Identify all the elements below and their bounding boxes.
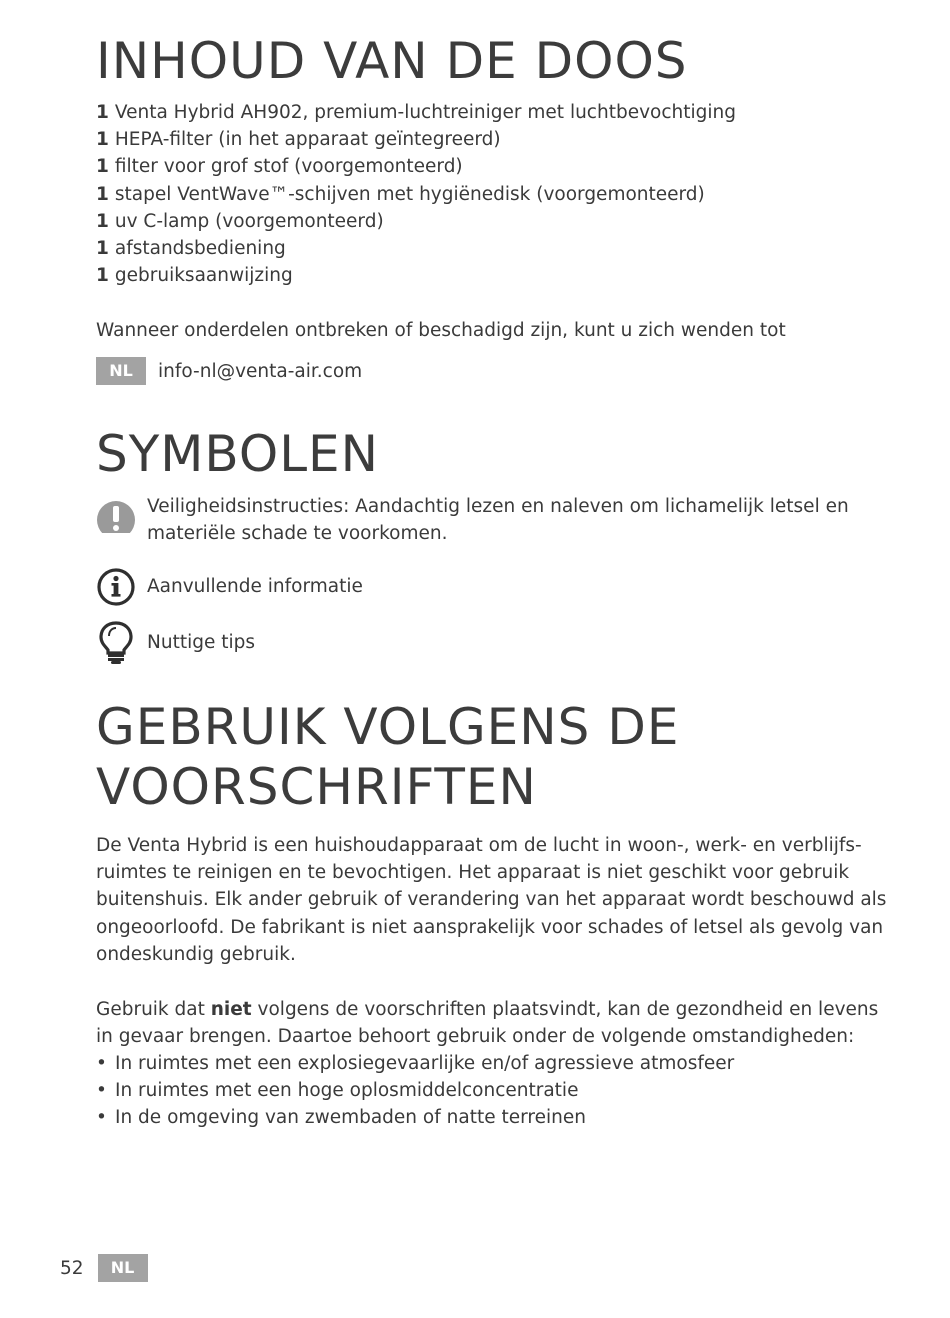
warning-icon xyxy=(96,493,136,533)
symbol-tips-text: Nuttige tips xyxy=(147,632,255,653)
list-item: 1 uv C-lamp (voorgemonteerd) xyxy=(96,210,384,232)
usage-paragraph-2: Gebruik dat niet volgens de voorschriften plaatsvindt, kan de gezondheid en levens in gevaar brengen. Daartoe behoort gebruik onder de volgende omstandigheden: xyxy=(96,999,879,1048)
missing-parts-note: Wanneer onderdelen ontbreken of beschadigd zijn, kunt u zich wenden tot xyxy=(96,320,786,341)
improper-use-list xyxy=(96,1050,734,1132)
usage-paragraph-1: De Venta Hybrid is een huishoudapparaat om de lucht in woon-, werk- en verblijfs- ruimtes te reinigen en te bevochtigen. Het apparaat is niet geschikt voor gebruik buitenshuis. Elk ander gebruik of verandering van het apparaat wordt beschouwd als ongeoorloofd. De fabrikant is niet aansprakelijk voor schades of letsel als gevolg van ondeskundig gebruik. xyxy=(96,835,887,965)
emphasis-not: niet xyxy=(210,999,252,1020)
contact-row xyxy=(96,357,362,385)
list-item: 1 Venta Hybrid AH902, premium-luchtreiniger met luchtbevochtiging xyxy=(96,102,736,123)
symbol-info xyxy=(96,566,363,606)
info-icon xyxy=(96,566,136,606)
list-item: 1 gebruiksaanwijzing xyxy=(96,265,293,287)
page-footer xyxy=(60,1254,148,1282)
usage-title: GEBRUIK VOLGENS DE VOORSCHRIFTEN xyxy=(96,698,680,816)
contents-list xyxy=(96,99,736,289)
list-item: 1 afstandsbediening xyxy=(96,238,286,260)
contact-email[interactable]: info-nl@venta-air.com xyxy=(158,360,363,382)
list-item: • In ruimtes met een explosiegevaarlijke en/of agressieve atmosfeer xyxy=(96,1053,735,1074)
symbol-warning xyxy=(96,493,849,547)
contents-title: INHOUD VAN DE DOOS xyxy=(96,32,688,90)
symbols-title: SYMBOLEN xyxy=(96,425,380,483)
lightbulb-icon xyxy=(96,620,136,660)
list-item: 1 filter voor grof stof (voorgemonteerd) xyxy=(96,156,463,178)
country-badge: NL xyxy=(96,357,146,385)
symbol-warning-text: Veiligheidsinstructies: Aandachtig lezen en naleven om lichamelijk letsel en materiële schade te voorkomen. xyxy=(147,496,849,545)
list-item: 1 HEPA-filter (in het apparaat geïntegreerd) xyxy=(96,129,501,151)
list-item: • In ruimtes met een hoge oplosmiddelconcentratie xyxy=(96,1080,579,1102)
language-badge: NL xyxy=(98,1254,148,1282)
symbol-info-text: Aanvullende informatie xyxy=(147,576,363,597)
list-item: 1 stapel VentWave™-schijven met hygiënedisk (voorgemonteerd) xyxy=(96,183,705,205)
page-number: 52 xyxy=(60,1257,84,1279)
list-item: • In de omgeving van zwembaden of natte terreinen xyxy=(96,1107,586,1129)
symbol-tips xyxy=(96,620,255,660)
